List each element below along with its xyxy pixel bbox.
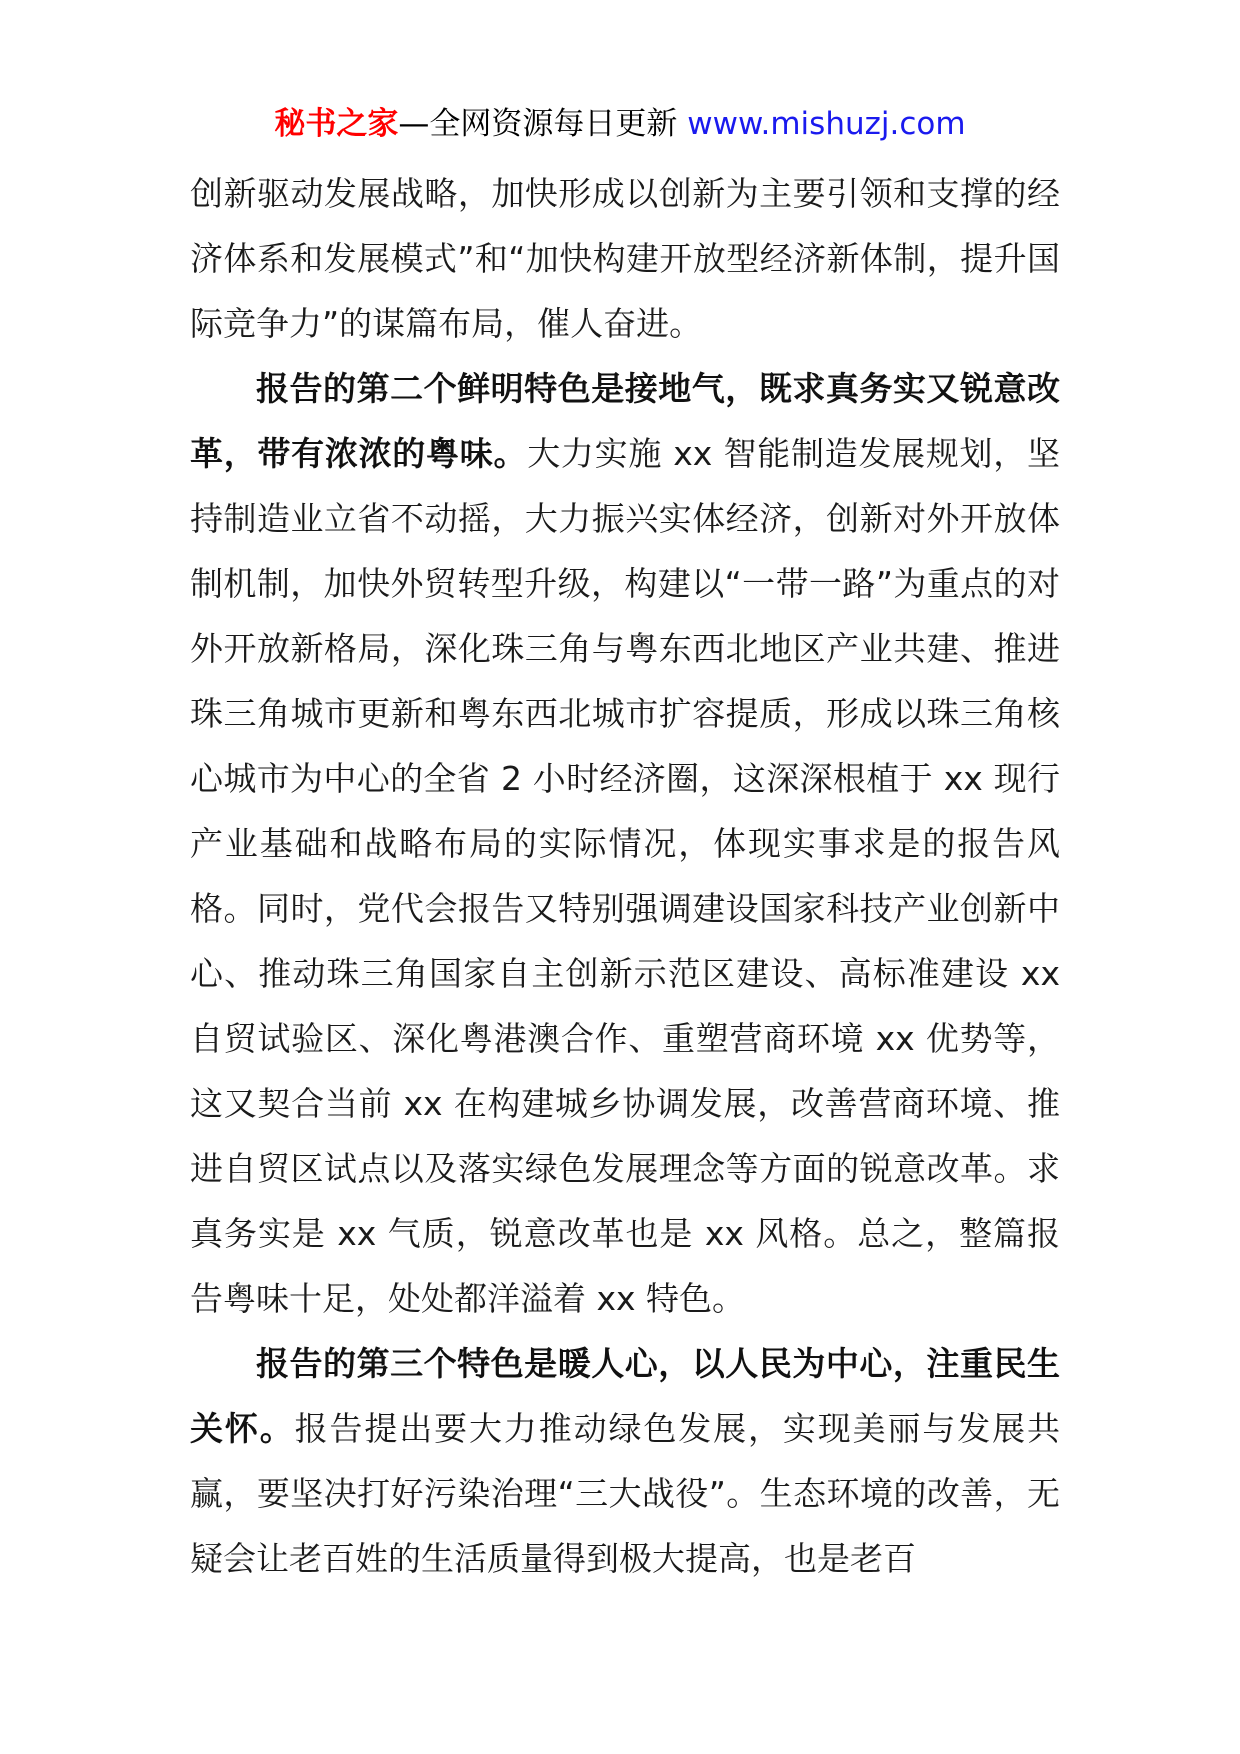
paragraph-lead: 报告的第二个鲜明特色是接地气，既求真务实又锐意改革，带有浓浓的粤味。 xyxy=(190,369,1060,473)
site-header xyxy=(0,104,1240,144)
site-url-link[interactable]: www.mishuzj.com xyxy=(687,106,966,142)
document-body xyxy=(190,161,1060,1591)
paragraph-continued xyxy=(190,161,1060,356)
paragraph-lead: 报告的第三个特色是暖人心，以人民为中心，注重民生关怀。 xyxy=(190,1344,1060,1448)
paragraph-second-feature xyxy=(190,356,1060,1331)
brand-name: 秘书之家 xyxy=(274,106,399,142)
paragraph-text: 大力实施 xx 智能制造发展规划，坚持制造业立省不动摇，大力振兴实体经济，创新对外开放体制机制，加快外贸转型升级，构建以“一带一路”为重点的对外开放新格局，深化珠三角与粤东西北地区产业共建、推进珠三角城市更新和粤东西北城市扩容提质，形成以珠三角核心城市为中心的全省 2 小时经济圈，这深深根植于 xx 现行产业基础和战略布局的实际情况，体现实事求是的报告风格。同时，党代会报告又特别强调建设国家科技产业创新中心、推动珠三角国家自主创新示范区建设、高标准建设 xx 自贸试验区、深化粤港澳合作、重塑营商环境 xx 优势等，这又契合当前 xx 在构建城乡协调发展，改善营商环境、推进自贸区试点以及落实绿色发展理念等方面的锐意改革。求真务实是 xx 气质，锐意改革也是 xx 风格。总之，整篇报告粤味十足，处处都洋溢着 xx 特色。 xyxy=(190,434,1060,1318)
header-slogan: —全网资源每日更新 xyxy=(398,106,678,142)
paragraph-text: 报告提出要大力推动绿色发展，实现美丽与发展共赢，要坚决打好污染治理“三大战役”。生态环境的改善，无疑会让老百姓的生活质量得到极大提高，也是老百 xyxy=(190,1409,1060,1578)
paragraph-third-feature xyxy=(190,1331,1060,1591)
paragraph-text: 创新驱动发展战略，加快形成以创新为主要引领和支撑的经济体系和发展模式”和“加快构建开放型经济新体制，提升国际竞争力”的谋篇布局，催人奋进。 xyxy=(190,174,1060,343)
